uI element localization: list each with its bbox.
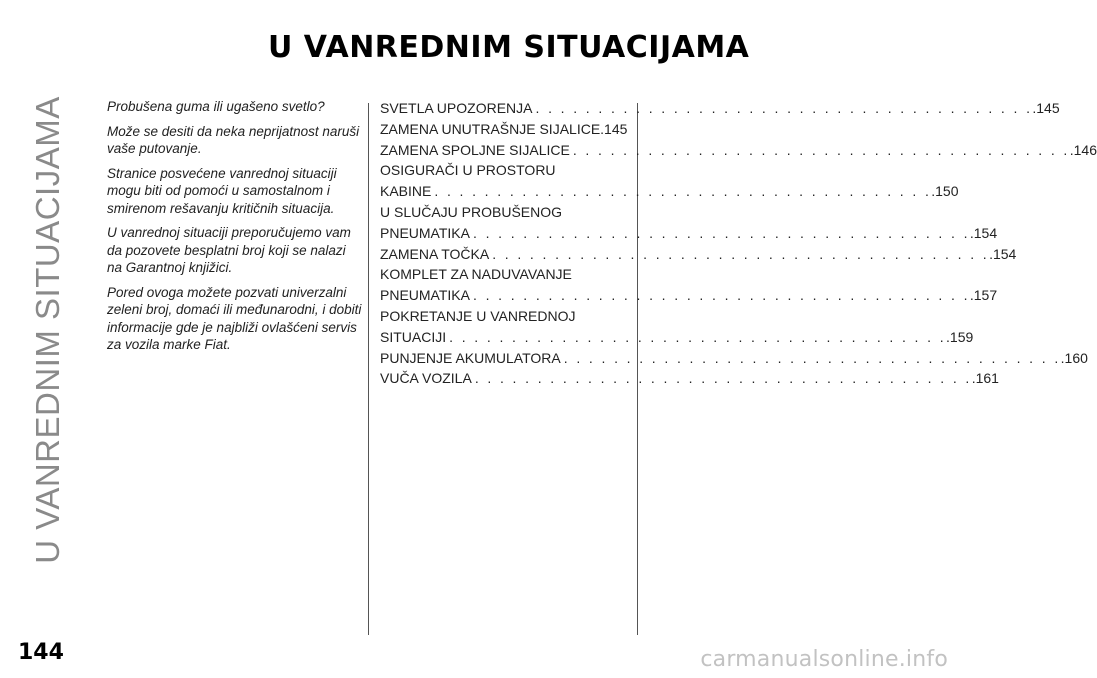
- toc-line: [380, 98, 1060, 119]
- toc-line: [380, 140, 1097, 161]
- toc-page-number: .145: [600, 120, 628, 137]
- toc-label: KABINE: [380, 183, 432, 200]
- toc-label-first-line: KOMPLET ZA NADUVAVANJE: [380, 266, 572, 283]
- toc-entry-osiguraci-u-prostoru-kabine[interactable]: [380, 160, 959, 202]
- toc-label: PNEUMATIKA: [380, 287, 470, 304]
- toc-label: PUNJENJE AKUMULATORA: [380, 349, 561, 366]
- side-section-title: U VANREDNIM SITUACIJAMA: [29, 96, 66, 564]
- page-number: 144: [18, 640, 64, 665]
- toc-page-number: .157: [969, 287, 998, 304]
- toc-line: [380, 368, 999, 389]
- toc-page-number: .150: [931, 183, 959, 200]
- toc-line: [380, 244, 1017, 265]
- toc-leader-dots: . . . . . . . . . . . . . . . . . . . . . . . . . . . . . . . . . . . . . . . .: [563, 349, 1061, 366]
- toc-line: [380, 223, 998, 244]
- toc-line: [380, 181, 959, 202]
- toc-entry-komplet-za-naduvavanje-pneumatika[interactable]: [380, 264, 998, 306]
- table-of-contents: [380, 98, 1097, 389]
- toc-page-number: .161: [971, 370, 999, 387]
- toc-entry-zamena-spoljne-sijalice[interactable]: [380, 140, 1097, 161]
- toc-leader-dots: . . . . . . . . . . . . . . . . . . . . . . . . . . . . . . . . . . . . . . . .: [472, 224, 970, 241]
- toc-label: ZAMENA TOČKA: [380, 245, 490, 262]
- intro-text: [107, 98, 362, 361]
- toc-entry-vuca-vozila[interactable]: [380, 368, 999, 389]
- toc-label: VUČA VOZILA: [380, 370, 472, 387]
- page-title: U VANREDNIM SITUACIJAMA: [268, 30, 750, 65]
- toc-entry-pokretanje-u-vanrednoj-situaciji[interactable]: [380, 306, 974, 348]
- toc-page-number: .154: [989, 245, 1017, 262]
- toc-label: SITUACIJI: [380, 328, 447, 345]
- toc-entry-u-slucaju-probusenog-pneumatika[interactable]: [380, 202, 998, 244]
- toc-line: [380, 119, 629, 140]
- toc-entry-zamena-unutrasnje-sijalice[interactable]: [380, 119, 629, 140]
- intro-paragraph: Probušena guma ili ugašeno svetlo?: [107, 99, 325, 114]
- intro-paragraph: Pored ovoga možete pozvati univerzalni zeleni broj, domaći ili međunarodni, i dobiti informacije gde je najbliži ovlašćeni servis za vozila marke Fiat.: [107, 284, 362, 352]
- toc-line: [380, 348, 1088, 369]
- toc-leader-dots: . . . . . . . . . . . . . . . . . . . . . . . . . . . . . . . . . . . . . . . .: [492, 245, 990, 262]
- toc-label: SVETLA UPOZORENJA: [380, 100, 533, 116]
- intro-paragraph: U vanrednoj situaciji preporučujemo vam da pozovete besplatni broj koji se nalazi na Garantnoj knjižici.: [107, 225, 351, 275]
- toc-page-number: .145: [1032, 100, 1060, 116]
- toc-leader-dots: . . . . . . . . . . . . . . . . . . . . . . . . . . . . . . . . . . . . . . . .: [434, 183, 932, 200]
- toc-label-first-line: POKRETANJE U VANREDNOJ: [380, 307, 576, 324]
- toc-entry-zamena-tocka[interactable]: [380, 244, 1017, 265]
- intro-paragraph: Može se desiti da neka neprijatnost naruši vaše putovanje.: [107, 123, 360, 156]
- toc-entry-punjenje-akumulatora[interactable]: [380, 348, 1088, 369]
- toc-label: ZAMENA UNUTRAŠNJE SIJALICE: [380, 120, 601, 137]
- toc-leader-dots: . . . . . . . . . . . . . . . . . . . . . . . . . . . . . . . . . . . . . . . .: [474, 370, 972, 387]
- toc-label-first-line: U SLUČAJU PROBUŠENOG: [380, 203, 563, 220]
- toc-label: ZAMENA SPOLJNE SIJALICE: [380, 141, 570, 158]
- toc-page-number: .160: [1060, 349, 1088, 366]
- watermark-text: carmanualsonline.info: [700, 647, 948, 672]
- toc-leader-dots: . . . . . . . . . . . . . . . . . . . . . . . . . . . . . . . . . . . . . . . .: [535, 100, 1033, 116]
- toc-entry-svetla-upozorenja[interactable]: [380, 98, 1060, 119]
- toc-leader-dots: . . . . . . . . . . . . . . . . . . . . . . . . . . . . . . . . . . . . . . . .: [572, 141, 1070, 158]
- intro-paragraph: Stranice posvećene vanrednoj situaciji mogu biti od pomoći u samostalnom i smirenom rešavanju kritičnih situacija.: [107, 165, 337, 216]
- column-divider-left: [368, 103, 369, 635]
- toc-line: [380, 327, 974, 348]
- toc-page-number: .146: [1069, 141, 1097, 158]
- toc-line: [380, 285, 998, 306]
- toc-page-number: .154: [969, 224, 998, 241]
- toc-leader-dots: . . . . . . . . . . . . . . . . . . . . . . . . . . . . . . . . . . . . . . . .: [449, 328, 947, 345]
- toc-page-number: .159: [946, 328, 974, 345]
- toc-label: PNEUMATIKA: [380, 224, 470, 241]
- toc-leader-dots: . . . . . . . . . . . . . . . . . . . . . . . . . . . . . . . . . . . . . . . .: [472, 287, 970, 304]
- toc-label-first-line: OSIGURAČI U PROSTORU: [380, 162, 556, 179]
